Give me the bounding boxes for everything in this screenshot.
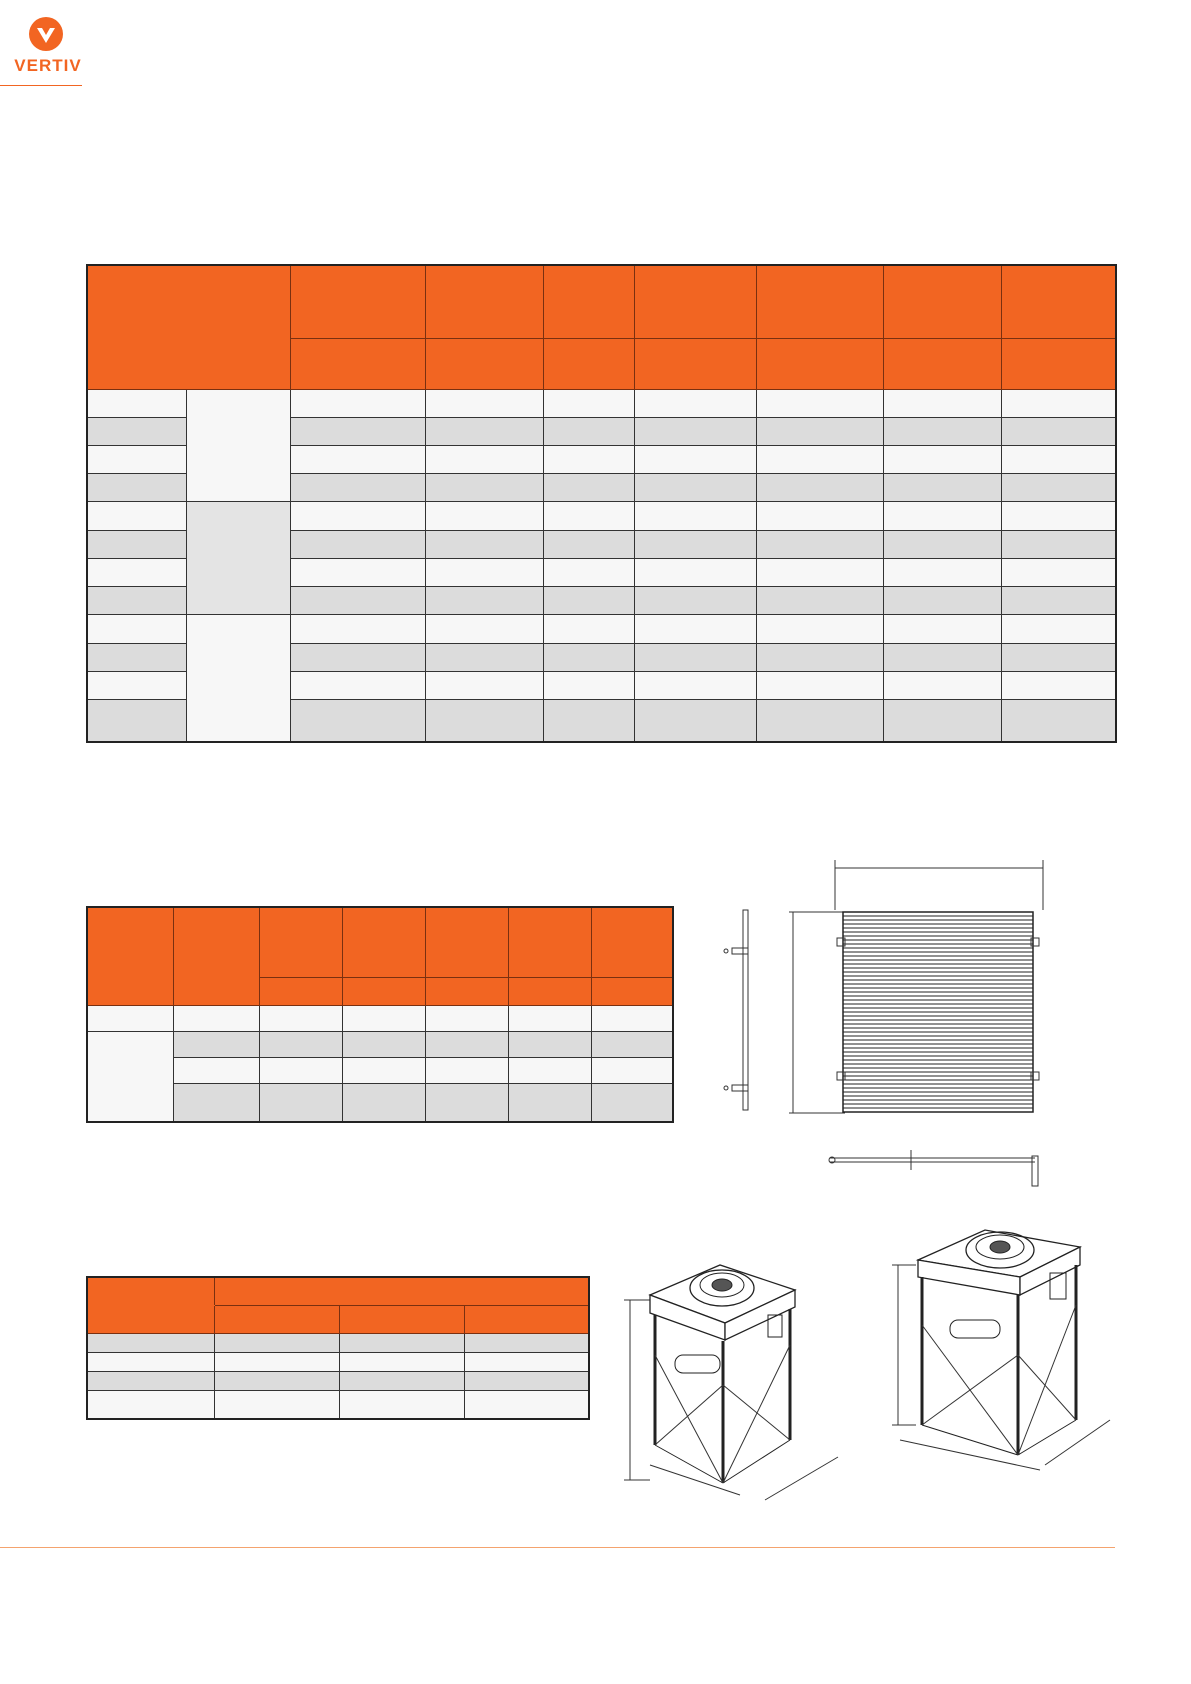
table-cell xyxy=(214,1333,339,1352)
table-cell xyxy=(425,1031,508,1057)
vertiv-logo xyxy=(8,16,83,86)
table-cell xyxy=(1001,700,1116,742)
table-cell xyxy=(87,615,186,643)
table-cell xyxy=(591,1057,673,1083)
table-row xyxy=(87,502,1116,530)
header-cell xyxy=(1001,265,1116,338)
exchanger-side-view-drawing xyxy=(720,900,750,1120)
unit-cell xyxy=(543,338,634,389)
unit-cell xyxy=(259,977,342,1005)
table-cell xyxy=(883,643,1001,671)
table-cell xyxy=(543,615,634,643)
table-cell xyxy=(259,1031,342,1057)
table-cell xyxy=(756,502,883,530)
unit-cell xyxy=(425,977,508,1005)
table-cell xyxy=(464,1333,589,1352)
table-cell xyxy=(1001,502,1116,530)
table-cell xyxy=(214,1352,339,1371)
table-cell xyxy=(756,587,883,615)
table-cell xyxy=(339,1390,464,1419)
table-cell xyxy=(87,671,186,699)
table-cell xyxy=(591,1083,673,1122)
header-cell xyxy=(425,907,508,977)
table-cell xyxy=(634,587,756,615)
table-cell xyxy=(634,615,756,643)
table-cell xyxy=(214,1371,339,1390)
unit-cell xyxy=(883,338,1001,389)
unit-cell xyxy=(339,1305,464,1333)
table-cell xyxy=(87,558,186,586)
table-cell xyxy=(87,1352,214,1371)
table-cell xyxy=(508,1057,591,1083)
table-cell xyxy=(634,474,756,502)
header-cell xyxy=(634,265,756,338)
table-cell xyxy=(290,587,425,615)
header-cell xyxy=(425,265,543,338)
table-cell xyxy=(87,643,186,671)
table-cell xyxy=(290,615,425,643)
table-cell xyxy=(173,1005,259,1031)
table-cell xyxy=(883,587,1001,615)
table-cell xyxy=(1001,587,1116,615)
unit-cell xyxy=(290,338,425,389)
footer-rule xyxy=(0,1547,1115,1548)
table-cell xyxy=(591,1031,673,1057)
unit-cell xyxy=(342,977,425,1005)
group-cell xyxy=(87,1031,173,1122)
table-cell xyxy=(756,389,883,417)
table-cell xyxy=(290,671,425,699)
table-cell xyxy=(543,502,634,530)
table-cell xyxy=(508,1031,591,1057)
table-cell xyxy=(87,417,186,445)
table-cell xyxy=(756,417,883,445)
table-header-row xyxy=(87,265,1116,338)
table-cell xyxy=(543,587,634,615)
table-cell xyxy=(425,1083,508,1122)
table-cell xyxy=(464,1352,589,1371)
header-cell xyxy=(259,907,342,977)
header-cell xyxy=(173,907,259,1005)
table-cell xyxy=(87,445,186,473)
table-cell xyxy=(342,1083,425,1122)
header-rule xyxy=(0,85,82,86)
table-cell xyxy=(543,417,634,445)
table-cell xyxy=(634,417,756,445)
unit-cell xyxy=(756,338,883,389)
table-cell xyxy=(425,530,543,558)
table-cell xyxy=(425,700,543,742)
table-cell xyxy=(425,445,543,473)
table-cell xyxy=(464,1390,589,1419)
table-cell xyxy=(1001,530,1116,558)
brand-name: VERTIV xyxy=(14,56,82,75)
group-cell xyxy=(186,502,290,615)
table-row xyxy=(87,1083,673,1122)
table-row xyxy=(87,1005,673,1031)
table-cell xyxy=(1001,558,1116,586)
group-cell xyxy=(186,615,290,742)
table-cell xyxy=(425,558,543,586)
table-cell xyxy=(425,417,543,445)
table-cell xyxy=(1001,643,1116,671)
table-cell xyxy=(591,1005,673,1031)
table-cell xyxy=(1001,389,1116,417)
table-cell xyxy=(173,1057,259,1083)
table-cell xyxy=(425,615,543,643)
table-cell xyxy=(543,643,634,671)
table-cell xyxy=(425,502,543,530)
table-cell xyxy=(508,1005,591,1031)
unit-cell xyxy=(508,977,591,1005)
table-cell xyxy=(634,558,756,586)
table-cell xyxy=(290,417,425,445)
table-cell xyxy=(634,700,756,742)
table-cell xyxy=(883,671,1001,699)
table-row xyxy=(87,1390,589,1419)
table-row xyxy=(87,615,1116,643)
table-cell xyxy=(342,1057,425,1083)
table-cell xyxy=(342,1031,425,1057)
table-cell xyxy=(87,1371,214,1390)
unit-cell xyxy=(464,1305,589,1333)
table-cell xyxy=(634,445,756,473)
table-cell xyxy=(87,1390,214,1419)
table-cell xyxy=(543,389,634,417)
table-cell xyxy=(87,700,186,742)
table-cell xyxy=(1001,474,1116,502)
header-cell xyxy=(87,907,173,1005)
table-cell xyxy=(883,417,1001,445)
table-cell xyxy=(290,643,425,671)
table-cell xyxy=(756,530,883,558)
table-cell xyxy=(543,474,634,502)
table-row xyxy=(87,389,1116,417)
table-cell xyxy=(290,700,425,742)
table-cell xyxy=(173,1083,259,1122)
table-cell xyxy=(634,643,756,671)
table-cell xyxy=(339,1333,464,1352)
table-header-row xyxy=(87,1277,589,1305)
table-cell xyxy=(543,671,634,699)
table-cell xyxy=(883,615,1001,643)
table-cell xyxy=(87,587,186,615)
table-cell xyxy=(259,1083,342,1122)
table-cell xyxy=(543,700,634,742)
table-cell xyxy=(1001,671,1116,699)
table-cell xyxy=(634,502,756,530)
table-cell xyxy=(290,530,425,558)
table-cell xyxy=(87,389,186,417)
table-cell xyxy=(1001,417,1116,445)
unit-cell xyxy=(591,977,673,1005)
table-cell xyxy=(425,474,543,502)
header-cell xyxy=(543,265,634,338)
table-cell xyxy=(756,558,883,586)
table-cell xyxy=(883,558,1001,586)
header-cell xyxy=(87,265,290,389)
table-cell xyxy=(290,502,425,530)
table-row xyxy=(87,1057,673,1083)
table-cell xyxy=(543,445,634,473)
header-cell xyxy=(883,265,1001,338)
table-cell xyxy=(87,502,186,530)
table-cell xyxy=(290,558,425,586)
table-cell xyxy=(883,445,1001,473)
header-cell xyxy=(591,907,673,977)
table-row xyxy=(87,1371,589,1390)
unit-cell xyxy=(1001,338,1116,389)
header-cell xyxy=(290,265,425,338)
exchanger-front-view-drawing xyxy=(775,850,1050,1120)
table-cell xyxy=(883,389,1001,417)
header-cell xyxy=(756,265,883,338)
table-cell xyxy=(339,1371,464,1390)
table-cell xyxy=(339,1352,464,1371)
table-cell xyxy=(883,700,1001,742)
table-cell xyxy=(634,671,756,699)
spec-table-weights xyxy=(86,1276,590,1420)
table-header-row xyxy=(87,907,673,977)
table-cell xyxy=(290,474,425,502)
table-cell xyxy=(756,671,883,699)
unit-cell xyxy=(634,338,756,389)
header-cell xyxy=(214,1277,589,1305)
table-cell xyxy=(259,1057,342,1083)
table-cell xyxy=(87,1005,173,1031)
table-cell xyxy=(634,530,756,558)
table-cell xyxy=(290,445,425,473)
table-cell xyxy=(425,389,543,417)
table-cell xyxy=(425,671,543,699)
table-cell xyxy=(214,1390,339,1419)
table-row xyxy=(87,1352,589,1371)
table-cell xyxy=(756,643,883,671)
header-cell xyxy=(87,1305,214,1333)
spec-table-main xyxy=(86,264,1117,743)
table-cell xyxy=(883,502,1001,530)
table-cell xyxy=(756,700,883,742)
table-cell xyxy=(508,1083,591,1122)
unit-cell xyxy=(214,1305,339,1333)
table-cell xyxy=(756,474,883,502)
table-cell xyxy=(87,530,186,558)
table-cell xyxy=(425,1005,508,1031)
unit-isometric-drawing-large xyxy=(890,1205,1120,1475)
header-cell xyxy=(87,1277,214,1305)
table-row xyxy=(87,1031,673,1057)
table-cell xyxy=(87,1333,214,1352)
table-cell xyxy=(1001,445,1116,473)
table-cell xyxy=(883,474,1001,502)
table-cell xyxy=(425,587,543,615)
header-cell xyxy=(342,907,425,977)
table-header-row xyxy=(87,1305,589,1333)
header-cell xyxy=(508,907,591,977)
unit-isometric-drawing-small xyxy=(620,1245,850,1515)
table-cell xyxy=(543,558,634,586)
table-cell xyxy=(883,530,1001,558)
table-cell xyxy=(425,643,543,671)
table-cell xyxy=(87,474,186,502)
vertiv-logo-icon xyxy=(28,16,64,52)
table-cell xyxy=(756,445,883,473)
table-cell xyxy=(756,615,883,643)
table-cell xyxy=(543,530,634,558)
table-row xyxy=(87,1333,589,1352)
unit-cell xyxy=(425,338,543,389)
table-cell xyxy=(464,1371,589,1390)
table-cell xyxy=(342,1005,425,1031)
table-cell xyxy=(634,389,756,417)
spec-table-dimensions xyxy=(86,906,674,1123)
table-cell xyxy=(259,1005,342,1031)
table-cell xyxy=(173,1031,259,1057)
table-cell xyxy=(290,389,425,417)
group-cell xyxy=(186,389,290,502)
table-cell xyxy=(425,1057,508,1083)
exchanger-top-view-drawing xyxy=(820,1140,1050,1190)
table-cell xyxy=(1001,615,1116,643)
